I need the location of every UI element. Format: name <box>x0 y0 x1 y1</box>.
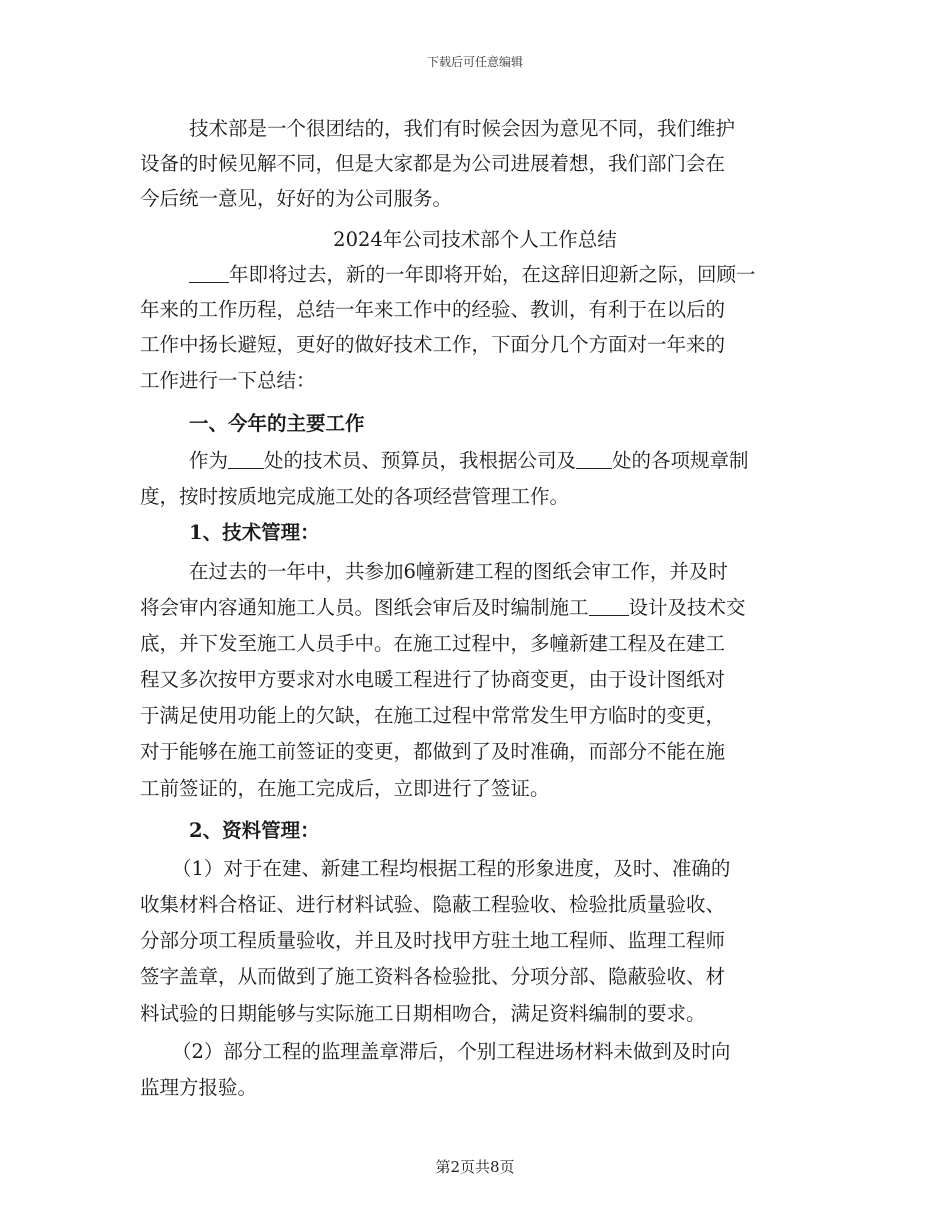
paragraph-line: （1）对于在建、新建工程均根据工程的形象进度，及时、准确的 <box>172 857 731 880</box>
paragraph-line: （2）部分工程的监理盖章滞后，个别工程进场材料未做到及时向 <box>172 1040 731 1063</box>
paragraph-line: 工作进行一下总结： <box>140 369 316 392</box>
paragraph-line: 工前签证的，在施工完成后，立即进行了签证。 <box>140 777 550 800</box>
paragraph-line: 收集材料合格证、进行材料试验、隐蔽工程验收、检验批质量验收、 <box>140 893 726 916</box>
paragraph-line: 将会审内容通知施工人员。图纸会审后及时编制施工 设计及技术交 <box>140 596 746 619</box>
paragraph-line: 今后统一意见，好好的为公司服务。 <box>140 187 453 210</box>
paragraph-line: 程又多次按甲方要求对水电暖工程进行了协商变更，由于设计图纸对 <box>140 668 726 691</box>
document-title: 2024年公司技术部个人工作总结 <box>333 228 617 251</box>
paragraph-line: 技术部是一个很团结的，我们有时候会因为意见不同，我们维护 <box>189 117 736 140</box>
section-heading: 1、技术管理： <box>189 521 320 544</box>
paragraph-line: 签字盖章，从而做到了施工资料各检验批、分项分部、隐蔽验收、材 <box>140 965 726 988</box>
paragraph-line: 年来的工作历程，总结一年来工作中的经验、教训，有利于在以后的 <box>140 298 726 321</box>
paragraph-line: 分部分项工程质量验收，并且及时找甲方驻土地工程师、监理工程师 <box>140 929 726 952</box>
section-heading: 2、资料管理： <box>189 819 320 842</box>
paragraph-line: 监理方报验。 <box>140 1076 258 1099</box>
paragraph-line: 作为 处的技术员、预算员，我根据公司及 处的各项规章制 <box>189 449 749 472</box>
paragraph-line: 于满足使用功能上的欠缺，在施工过程中常常发生甲方临时的变更， <box>140 704 726 727</box>
paragraph-line: 底，并下发至施工人员手中。在施工过程中，多幢新建工程及在建工 <box>140 632 726 655</box>
paragraph-line: 年即将过去，新的一年即将开始，在这辞旧迎新之际，回顾一 <box>189 262 756 288</box>
paragraph-line: 在过去的一年中，共参加6幢新建工程的图纸会审工作，并及时 <box>189 560 728 583</box>
paragraph-line: 设备的时候见解不同，但是大家都是为公司进展着想，我们部门会在 <box>140 152 726 175</box>
page-header: 下载后可任意编辑 <box>426 55 523 69</box>
fill-in-blank <box>589 597 629 616</box>
paragraph-line: 对于能够在施工前签证的变更，都做到了及时准确，而部分不能在施 <box>140 740 726 763</box>
paragraph-line: 工作中扬长避短，更好的做好技术工作，下面分几个方面对一年来的 <box>140 333 726 356</box>
fill-in-blank <box>189 264 229 283</box>
fill-in-blank <box>576 450 612 469</box>
fill-in-blank <box>228 450 264 469</box>
paragraph-line: 度，按时按质地完成施工处的各项经营管理工作。 <box>140 485 570 508</box>
paragraph-line: 料试验的日期能够与实际施工日期相吻合，满足资料编制的要求。 <box>140 1002 706 1025</box>
section-heading: 一、今年的主要工作 <box>189 412 365 435</box>
page-number: 第2页共8页 <box>435 1158 515 1176</box>
